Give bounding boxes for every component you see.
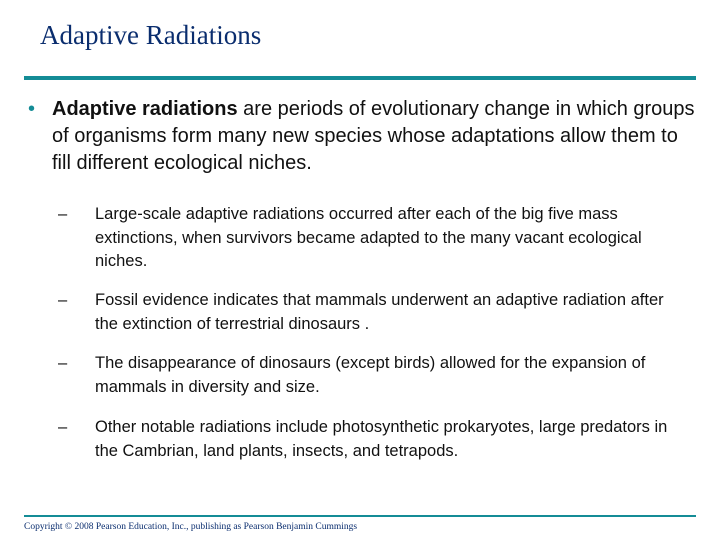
main-bullet-text bbox=[52, 96, 700, 177]
sub-bullet-marker: – bbox=[58, 291, 68, 309]
sub-bullet-marker: – bbox=[58, 205, 68, 223]
sub-bullet-text: Fossil evidence indicates that mammals underwent an adaptive radiation after the extinction of terrestrial dinosaurs . bbox=[95, 291, 664, 333]
footer-divider bbox=[24, 515, 696, 517]
sub-bullet-marker: – bbox=[58, 354, 68, 372]
sub-bullet-text: Large-scale adaptive radiations occurred after each of the big five mass extinctions, when survivors became adapted to the many vacant ecological niches. bbox=[95, 205, 642, 270]
sub-bullet-text: The disappearance of dinosaurs (except birds) allowed for the expansion of mammals in diversity and size. bbox=[95, 354, 646, 396]
bullet-marker: • bbox=[28, 98, 36, 120]
title-divider bbox=[24, 76, 696, 80]
main-bullet-bold-lead: Adaptive radiations bbox=[52, 98, 238, 120]
main-bullet-rest: are periods of evolutionary change in which groups of organisms form many new species whose adaptations allow them to fill different ecological niches. bbox=[52, 98, 695, 174]
sub-bullet-text: Other notable radiations include photosynthetic prokaryotes, large predators in the Cambrian, land plants, insects, and tetrapods. bbox=[95, 418, 668, 460]
slide-title: Adaptive Radiations bbox=[40, 20, 262, 50]
sub-bullet-marker: – bbox=[58, 418, 68, 436]
copyright-notice: Copyright © 2008 Pearson Education, Inc., publishing as Pearson Benjamin Cummings bbox=[24, 522, 358, 532]
